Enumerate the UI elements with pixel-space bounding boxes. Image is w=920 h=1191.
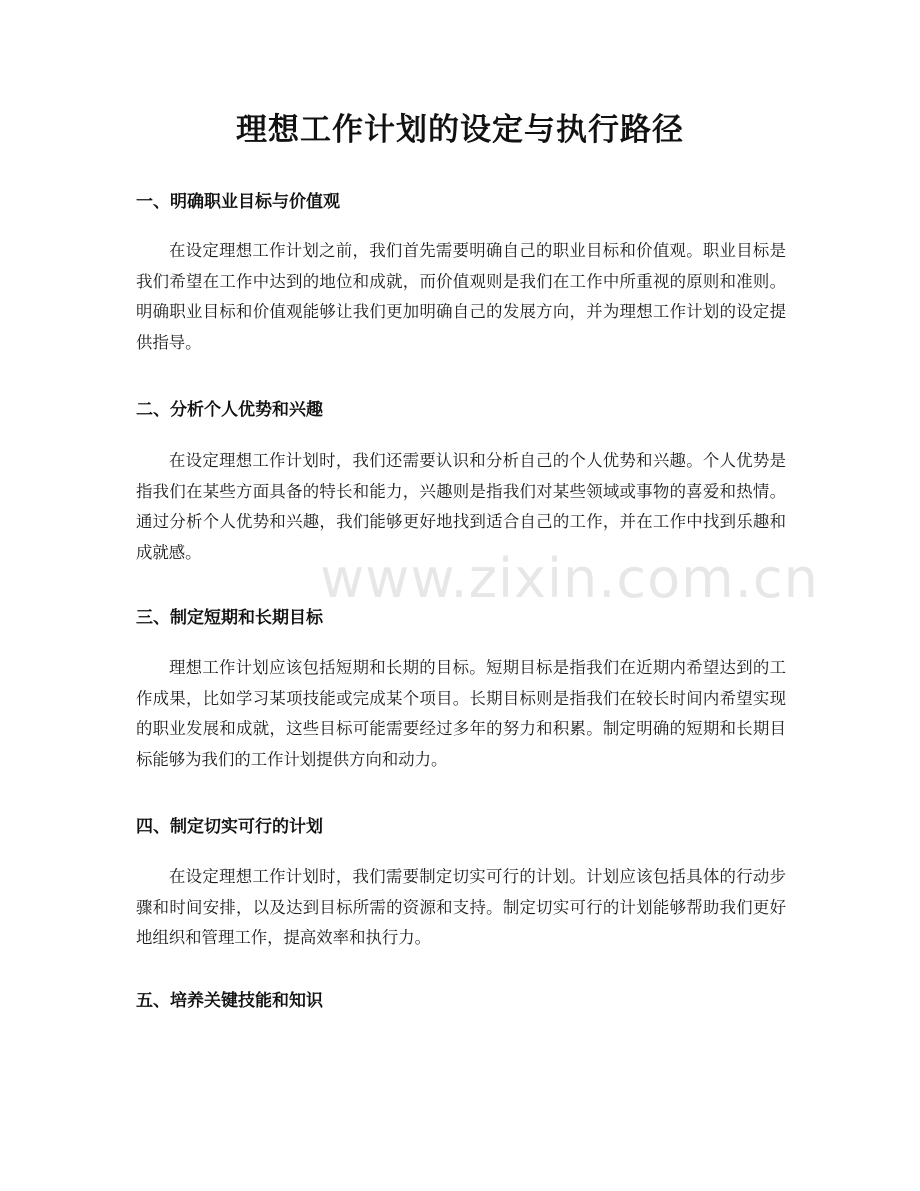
watermark: www.zixin.com.cn bbox=[320, 547, 819, 610]
section-heading-5: 五、培养关键技能和知识 bbox=[136, 991, 323, 1011]
section-heading-1: 一、明确职业目标与价值观 bbox=[136, 192, 340, 212]
section-paragraph-3: 理想工作计划应该包括短期和长期的目标。短期目标是指我们在近期内希望达到的工作成果，比如学习某项技能或完成某个项目。长期目标则是指我们在较长时间内希望实现的职业发展和成就，这些目标可能需要经过多年的努力和积累。制定明确的短期和长期目标能够为我们的工作计划提供方向和动力。 bbox=[136, 658, 786, 769]
section-paragraph-1: 在设定理想工作计划之前，我们首先需要明确自己的职业目标和价值观。职业目标是我们希望在工作中达到的地位和成就，而价值观则是我们在工作中所重视的原则和准则。明确职业目标和价值观能够让我们更加明确自己的发展方向，并为理想工作计划的设定提供指导。 bbox=[136, 241, 786, 352]
page-title: 理想工作计划的设定与执行路径 bbox=[236, 112, 684, 148]
section-heading-3: 三、制定短期和长期目标 bbox=[136, 608, 323, 628]
section-paragraph-4: 在设定理想工作计划时，我们需要制定切实可行的计划。计划应该包括具体的行动步骤和时间安排，以及达到目标所需的资源和支持。制定切实可行的计划能够帮助我们更好地组织和管理工作，提高效率和执行力。 bbox=[136, 867, 786, 947]
section-heading-4: 四、制定切实可行的计划 bbox=[136, 817, 323, 837]
section-paragraph-2: 在设定理想工作计划时，我们还需要认识和分析自己的个人优势和兴趣。个人优势是指我们在某些方面具备的特长和能力，兴趣则是指我们对某些领域或事物的喜爱和热情。通过分析个人优势和兴趣，我们能够更好地找到适合自己的工作，并在工作中找到乐趣和成就感。 bbox=[136, 451, 786, 562]
section-heading-2: 二、分析个人优势和兴趣 bbox=[136, 400, 323, 420]
